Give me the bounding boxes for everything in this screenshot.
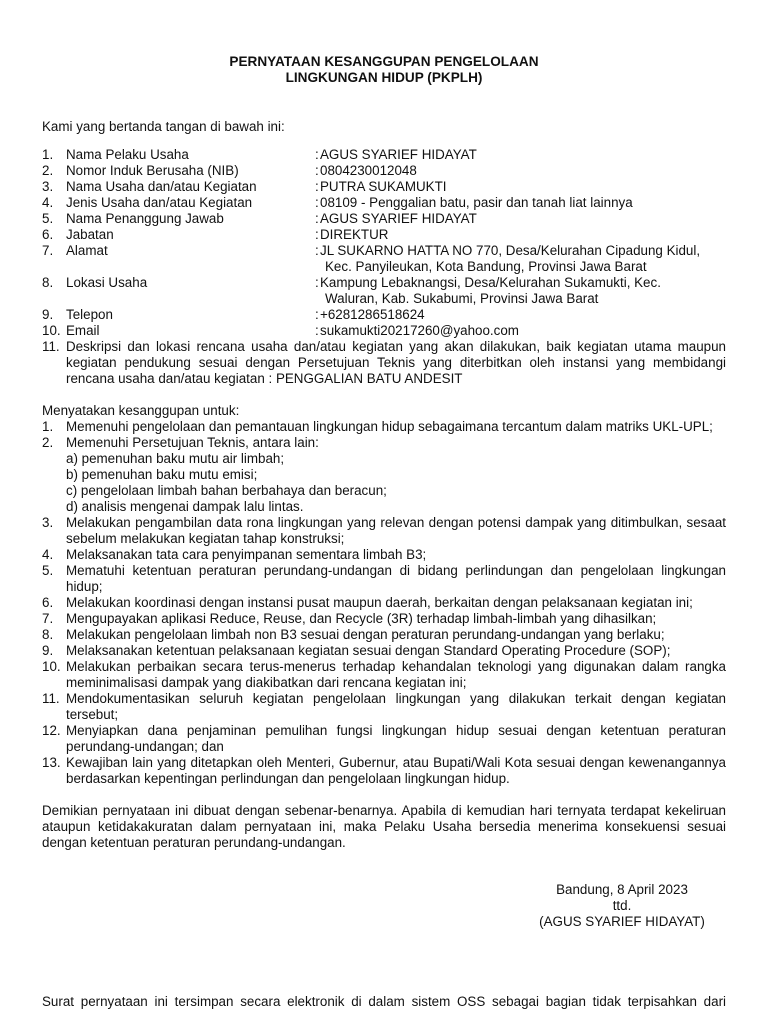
identity-value (320, 243, 726, 275)
identity-label: Alamat (66, 243, 108, 258)
identity-label: Nama Penanggung Jawab (66, 211, 224, 226)
signature-block (492, 882, 752, 930)
statement-subitems (66, 451, 726, 515)
identity-row (42, 307, 726, 323)
signature-name: (AGUS SYARIEF HIDAYAT) (539, 914, 705, 929)
signature-ttd: ttd. (612, 898, 632, 913)
statement-num: 5. (42, 563, 54, 578)
identity-label: Email (66, 323, 100, 338)
identity-label: Telepon (66, 307, 113, 322)
identity-colon: : (315, 307, 319, 322)
statement-item (42, 691, 726, 723)
statement-subitem: d) analisis mengenai dampak lalu lintas. (66, 499, 304, 514)
statement-item (42, 611, 726, 627)
identity-colon: : (315, 323, 319, 338)
identity-row (42, 179, 726, 195)
identity-colon: : (315, 147, 319, 162)
statement-intro: Menyatakan kesanggupan untuk: (42, 403, 240, 418)
statement-num: 7. (42, 611, 54, 626)
identity-label: Nama Pelaku Usaha (66, 147, 189, 162)
identity-colon: : (315, 211, 319, 226)
identity-num: 4. (42, 195, 54, 210)
statement-item (42, 419, 726, 435)
statement-text: Kewajiban lain yang ditetapkan oleh Menteri, Gubernur, atau Bupati/Wali Kota sesuai dengan kewenangannya berdasarkan kepentingan perlindungan dan pengelolaan lingkungan hidup. (66, 755, 726, 786)
statement-item (42, 595, 726, 611)
statement-subitem: a) pemenuhan baku mutu air limbah; (66, 451, 285, 466)
identity-value: +6281286518624 (320, 307, 425, 322)
identity-row (42, 227, 726, 243)
statement-text: Melaksanakan tata cara penyimpanan sementara limbah B3; (66, 547, 427, 562)
statement-item (42, 515, 726, 547)
footer-note: Surat pernyataan ini tersimpan secara elektronik di dalam sistem OSS sebagai bagian tidak terpisahkan dari (42, 994, 726, 1009)
identity-colon: : (315, 163, 319, 178)
identity-value: DIREKTUR (320, 227, 389, 242)
statement-item (42, 547, 726, 563)
title-line-2: LINGKUNGAN HIDUP (PKPLH) (285, 70, 483, 85)
statement-text: Memenuhi Persetujuan Teknis, antara lain: (66, 435, 319, 450)
activity-description-row (42, 339, 726, 387)
identity-row (42, 323, 726, 339)
identity-value-line: Kampung Lebaknangsi, Desa/Kelurahan Sukamukti, Kec. (320, 275, 661, 290)
statement-num: 9. (42, 643, 54, 658)
document-title (42, 54, 726, 86)
intro-text: Kami yang bertanda tangan di bawah ini: (42, 119, 285, 134)
closing-paragraph: Demikian pernyataan ini dibuat dengan sebenar-benarnya. Apabila di kemudian hari ternyata terdapat kekeliruan ataupun ketidakakuratan dalam pernyataan ini, maka Pelaku Usaha bersedia menerima konsekuensi sesuai dengan ketentuan peraturan perundang-undangan. (42, 803, 726, 850)
identity-label: Nama Usaha dan/atau Kegiatan (66, 179, 257, 194)
identity-num: 6. (42, 227, 54, 242)
activity-description-text: Deskripsi dan lokasi rencana usaha dan/atau kegiatan yang akan dilakukan, baik kegiatan utama maupun kegiatan pendukung sesuai dengan Persetujuan Teknis yang diterbitkan oleh instansi yang membidangi rencana usaha dan/atau kegiatan : PENGGALIAN BATU ANDESIT (66, 339, 726, 386)
statement-item (42, 435, 726, 515)
identity-row (42, 147, 726, 163)
identity-row (42, 195, 726, 211)
statement-text: Memenuhi pengelolaan dan pemantauan lingkungan hidup sebagaimana tercantum dalam matriks UKL-UPL; (66, 419, 713, 434)
statement-text: Menyiapkan dana penjaminan pemulihan fungsi lingkungan hidup sesuai dengan ketentuan peraturan perundang-undangan; dan (66, 723, 726, 754)
statement-num: 10. (42, 659, 61, 674)
identity-num: 11. (42, 339, 60, 354)
statement-text: Melakukan pengambilan data rona lingkungan yang relevan dengan potensi dampak yang ditimbulkan, sesaat sebelum melakukan kegiatan tahap konstruksi; (66, 515, 726, 546)
statement-num: 8. (42, 627, 54, 642)
identity-row (42, 163, 726, 179)
statement-text: Melaksanakan ketentuan pelaksanaan kegiatan sesuai dengan Standard Operating Procedure (SOP); (66, 643, 671, 658)
identity-value-line: JL SUKARNO HATTA NO 770, Desa/Kelurahan Cipadung Kidul, (320, 243, 701, 258)
statement-num: 2. (42, 435, 54, 450)
statement-num: 13. (42, 755, 61, 770)
statement-text: Mengupayakan aplikasi Reduce, Reuse, dan Recycle (3R) terhadap limbah-limbah yang dihasilkan; (66, 611, 657, 626)
identity-row (42, 211, 726, 227)
identity-colon: : (315, 195, 319, 210)
identity-value: 0804230012048 (320, 163, 417, 178)
identity-num: 3. (42, 179, 54, 194)
statement-num: 1. (42, 419, 54, 434)
identity-value-continuation: Kec. Panyileukan, Kota Bandung, Provinsi Jawa Barat (325, 259, 647, 274)
statement-num: 11. (42, 691, 60, 706)
signature-place-date: Bandung, 8 April 2023 (556, 882, 688, 897)
identity-colon: : (315, 227, 319, 242)
statement-subitem: c) pengelolaan limbah bahan berbahaya dan beracun; (66, 483, 387, 498)
title-line-1: PERNYATAAN KESANGGUPAN PENGELOLAAN (229, 54, 539, 69)
identity-value: sukamukti20217260@yahoo.com (320, 323, 519, 338)
identity-row (42, 243, 726, 275)
identity-num: 10. (42, 323, 61, 338)
identity-row (42, 275, 726, 307)
statement-text: Mendokumentasikan seluruh kegiatan pengelolaan lingkungan yang dilakukan terkait dengan kegiatan tersebut; (66, 691, 726, 722)
document-page (42, 54, 726, 851)
identity-value: AGUS SYARIEF HIDAYAT (320, 147, 477, 162)
statement-text-block (66, 435, 726, 515)
statement-num: 3. (42, 515, 54, 530)
statement-num: 6. (42, 595, 54, 610)
identity-list (42, 147, 726, 387)
statement-item (42, 627, 726, 643)
statement-list (42, 419, 726, 787)
identity-colon: : (315, 179, 319, 194)
identity-value: AGUS SYARIEF HIDAYAT (320, 211, 477, 226)
identity-label: Jabatan (66, 227, 114, 242)
statement-text: Mematuhi ketentuan peraturan perundang-undangan di bidang perlindungan dan pengelolaan lingkungan hidup; (66, 563, 726, 594)
identity-num: 2. (42, 163, 54, 178)
identity-label: Nomor Induk Berusaha (NIB) (66, 163, 239, 178)
statement-item (42, 563, 726, 595)
statement-text: Melakukan pengelolaan limbah non B3 sesuai dengan peraturan perundang-undangan yang berlaku; (66, 627, 665, 642)
statement-text: Melakukan perbaikan secara terus-menerus terhadap kehandalan teknologi yang digunakan dalam rangka meminimalisasi dampak yang diakibatkan dari rencana kegiatan ini; (66, 659, 726, 690)
statement-item (42, 659, 726, 691)
identity-value-continuation: Waluran, Kab. Sukabumi, Provinsi Jawa Barat (325, 291, 599, 306)
identity-num: 5. (42, 211, 54, 226)
identity-colon: : (315, 275, 319, 290)
identity-colon: : (315, 243, 319, 258)
statement-item (42, 643, 726, 659)
identity-value: 08109 - Penggalian batu, pasir dan tanah liat lainnya (320, 195, 633, 210)
statement-item (42, 755, 726, 787)
identity-value (320, 275, 726, 307)
identity-value: PUTRA SUKAMUKTI (320, 179, 447, 194)
identity-num: 7. (42, 243, 54, 258)
statement-num: 12. (42, 723, 61, 738)
identity-num: 9. (42, 307, 54, 322)
identity-num: 8. (42, 275, 54, 290)
identity-label: Jenis Usaha dan/atau Kegiatan (66, 195, 253, 210)
identity-label: Lokasi Usaha (66, 275, 148, 290)
identity-num: 1. (42, 147, 54, 162)
statement-item (42, 723, 726, 755)
statement-subitem: b) pemenuhan baku mutu emisi; (66, 467, 258, 482)
statement-num: 4. (42, 547, 54, 562)
statement-text: Melakukan koordinasi dengan instansi pusat maupun daerah, berkaitan dengan pelaksanaan kegiatan ini; (66, 595, 693, 610)
